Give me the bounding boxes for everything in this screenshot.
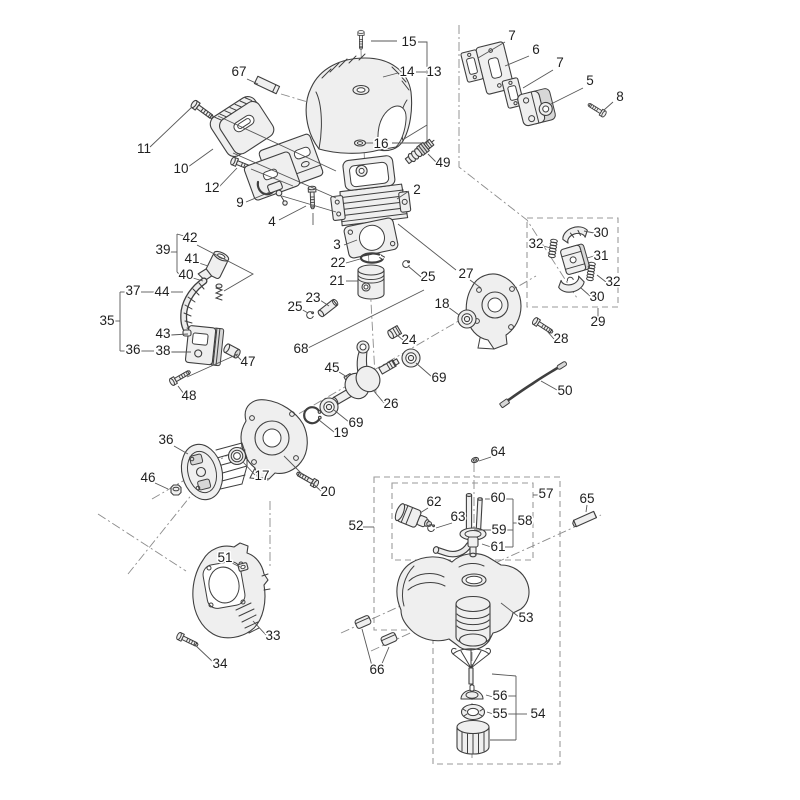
part-label-4: 4 — [268, 214, 276, 229]
leader-line — [320, 300, 329, 306]
part-pin-shape — [254, 76, 279, 93]
part-label-63: 63 — [450, 509, 466, 524]
leader-line — [362, 629, 372, 666]
part-cap-spring-shape — [216, 284, 222, 300]
part-label-20: 20 — [320, 484, 336, 499]
part-label-30: 30 — [593, 225, 609, 240]
part-label-25: 25 — [420, 269, 436, 284]
part-fuel-tank-shape — [397, 554, 529, 650]
part-label-11: 11 — [136, 141, 152, 156]
part-label-9: 9 — [236, 195, 244, 210]
part-ht-wire-shape — [184, 281, 204, 332]
part-label-29: 29 — [590, 314, 606, 329]
part-label-56: 56 — [492, 688, 508, 703]
leader-line — [199, 263, 208, 266]
part-label-18: 18 — [434, 296, 450, 311]
part-label-15: 15 — [401, 34, 417, 49]
leader-line — [408, 266, 421, 277]
part-tank-cushion-shape — [380, 632, 397, 646]
part-label-33: 33 — [265, 628, 281, 643]
part-label-67: 67 — [231, 64, 247, 79]
part-label-68: 68 — [293, 341, 309, 356]
leader-line — [334, 410, 349, 422]
leader-line — [219, 168, 237, 187]
part-label-8: 8 — [616, 89, 624, 104]
part-dowel-pin-shape — [572, 511, 597, 527]
leader-line — [155, 483, 168, 489]
part-clutch-shoe-bottom-shape — [557, 274, 586, 295]
part-label-22: 22 — [330, 255, 346, 270]
part-label-47: 47 — [240, 354, 256, 369]
part-cap-strainer-shape — [452, 648, 491, 684]
part-label-49: 49 — [435, 155, 451, 170]
part-vent-valve-shape — [471, 457, 479, 464]
part-label-42: 42 — [182, 230, 198, 245]
part-spark-plug-shape — [404, 136, 437, 165]
part-label-6: 6 — [532, 42, 540, 57]
phantom-centerline — [98, 514, 186, 571]
leader-line — [282, 196, 336, 212]
leader-line — [150, 107, 192, 147]
leader-line — [174, 446, 188, 454]
part-piston-shape — [358, 265, 384, 299]
part-label-10: 10 — [173, 161, 189, 176]
part-label-16: 16 — [373, 136, 389, 151]
leader-line — [505, 56, 529, 66]
part-oil-seal-shape — [229, 448, 246, 465]
part-cover-screw-shape — [358, 31, 364, 50]
part-label-41: 41 — [184, 251, 200, 266]
part-label-27: 27 — [458, 266, 474, 281]
part-washer-shape — [355, 140, 366, 146]
part-cap-retainer-shape — [461, 685, 483, 699]
part-label-38: 38 — [155, 343, 171, 358]
part-label-14: 14 — [399, 64, 415, 79]
part-label-30: 30 — [589, 289, 605, 304]
leader-line — [551, 88, 583, 104]
part-label-21: 21 — [329, 273, 345, 288]
part-label-59: 59 — [491, 522, 507, 537]
part-label-50: 50 — [557, 383, 573, 398]
part-label-36: 36 — [125, 342, 141, 357]
leader-line — [448, 307, 459, 315]
part-label-52: 52 — [348, 518, 364, 533]
part-label-31: 31 — [593, 248, 609, 263]
part-label-55: 55 — [492, 706, 508, 721]
part-label-66: 66 — [369, 662, 385, 677]
part-label-23: 23 — [305, 290, 321, 305]
part-carburetor-shape — [517, 88, 557, 127]
part-label-17: 17 — [254, 468, 270, 483]
phantom-centerline — [128, 488, 197, 574]
part-coil-bolt-shape — [169, 368, 192, 386]
part-circlip-shape — [304, 407, 321, 423]
part-label-3: 3 — [333, 237, 341, 252]
leader-line — [279, 206, 306, 220]
part-clutch-bolt-shape — [531, 317, 554, 336]
part-label-51: 51 — [217, 550, 233, 565]
part-label-65: 65 — [579, 491, 595, 506]
part-label-60: 60 — [490, 490, 506, 505]
leader-line — [188, 149, 213, 167]
part-label-48: 48 — [181, 388, 197, 403]
leader-line — [346, 259, 360, 263]
part-label-44: 44 — [154, 284, 170, 299]
leader-line — [492, 674, 516, 676]
leader-line — [194, 644, 213, 662]
part-tank-cushion-shape — [354, 615, 371, 629]
part-label-61: 61 — [490, 539, 506, 554]
part-bearing-shape — [458, 310, 476, 328]
leader-line — [253, 621, 266, 635]
part-label-12: 12 — [204, 180, 220, 195]
leader-line — [604, 102, 613, 110]
part-label-35: 35 — [99, 313, 115, 328]
part-crankcase-flywheel-side-shape — [241, 400, 307, 480]
part-engine-cover-shape — [306, 54, 411, 153]
part-label-69: 69 — [348, 415, 364, 430]
part-label-37: 37 — [125, 283, 141, 298]
part-label-45: 45 — [324, 360, 340, 375]
part-label-32: 32 — [605, 274, 621, 289]
part-label-7: 7 — [556, 55, 564, 70]
part-label-69: 69 — [431, 370, 447, 385]
part-label-24: 24 — [401, 332, 417, 347]
part-fuel-cap-shape — [457, 721, 489, 755]
part-label-32: 32 — [528, 236, 544, 251]
leader-line — [586, 505, 587, 512]
part-label-19: 19 — [333, 425, 349, 440]
part-label-58: 58 — [517, 513, 533, 528]
part-label-40: 40 — [178, 267, 194, 282]
leader-line — [479, 457, 491, 461]
part-label-2: 2 — [413, 182, 421, 197]
part-label-13: 13 — [426, 64, 442, 79]
part-label-26: 26 — [383, 396, 399, 411]
leader-line — [398, 224, 456, 270]
part-cylinder-shape — [326, 154, 411, 227]
part-piston-ring-shape — [361, 253, 385, 262]
part-coil-grommet-shape — [183, 330, 191, 336]
part-label-25: 25 — [287, 299, 303, 314]
leader-line — [373, 390, 384, 403]
leader-line — [319, 420, 334, 432]
part-crankcase-clutch-side-shape — [466, 274, 521, 349]
part-clutch-hub-shape — [560, 243, 590, 275]
leader-line — [523, 70, 553, 88]
leader-line — [416, 363, 432, 377]
part-label-36: 36 — [158, 432, 174, 447]
part-label-43: 43 — [155, 326, 171, 341]
part-label-39: 39 — [155, 242, 171, 257]
part-bearing-shape — [320, 398, 338, 416]
part-cap-gasket-shape — [462, 705, 485, 720]
part-label-54: 54 — [530, 706, 546, 721]
part-label-53: 53 — [518, 610, 534, 625]
part-label-34: 34 — [212, 656, 228, 671]
part-label-7: 7 — [508, 28, 516, 43]
part-label-62: 62 — [426, 494, 442, 509]
part-clutch-shoe-top-shape — [561, 224, 590, 244]
part-clutch-spring-shape — [548, 239, 557, 258]
part-label-46: 46 — [140, 470, 156, 485]
part-label-5: 5 — [586, 73, 594, 88]
part-muffler-bolt-long-shape — [190, 99, 215, 120]
part-crankcase-bolt-shape — [295, 470, 320, 489]
part-label-64: 64 — [490, 444, 506, 459]
leader-line — [339, 372, 347, 377]
part-label-28: 28 — [553, 331, 569, 346]
part-flywheel-nut-shape — [171, 485, 181, 495]
part-label-57: 57 — [538, 486, 554, 501]
leader-line — [541, 381, 557, 390]
